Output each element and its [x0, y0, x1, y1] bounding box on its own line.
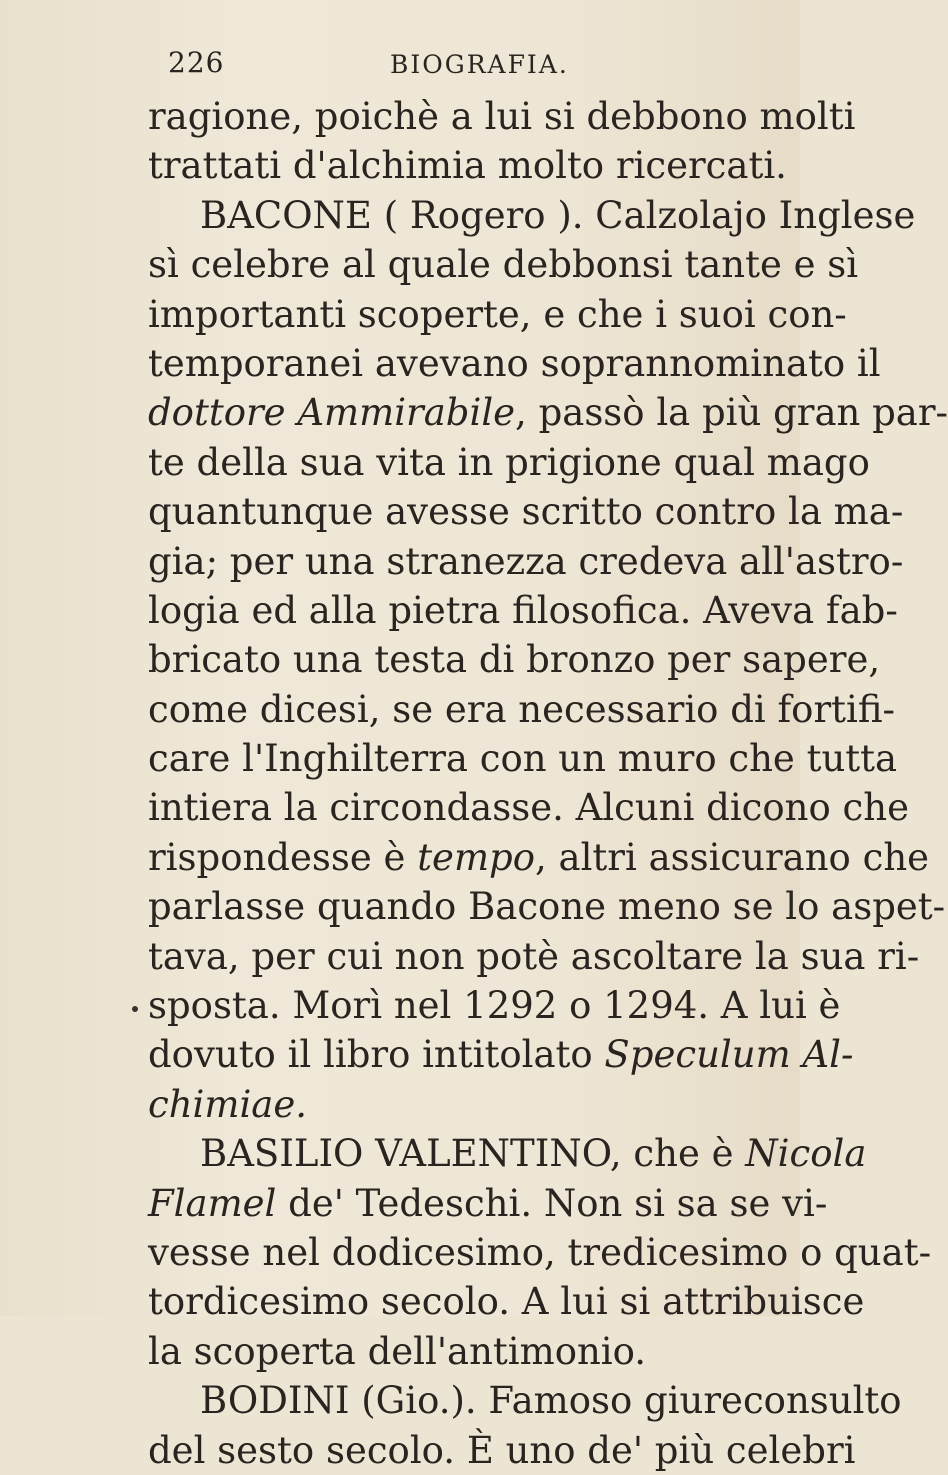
- text-line: [148, 1030, 854, 1079]
- text-line: care l'Inghilterra con un muro che tutta: [148, 737, 898, 781]
- text-body: [148, 92, 948, 1475]
- text-run: de' Tedeschi. Non si sa se vi-: [288, 1181, 828, 1225]
- text-line: [148, 388, 948, 437]
- text-line: la scoperta dell'antimonio.: [148, 1329, 647, 1373]
- text-line: te della sua vita in prigione qual mago: [148, 440, 870, 484]
- text-line: logia ed alla pietra filosofica. Aveva fab-: [148, 588, 898, 632]
- italic-text: Flamel: [148, 1181, 277, 1225]
- text-line: vesse nel dodicesimo, tredicesimo o quat-: [148, 1230, 932, 1274]
- text-line: parlasse quando Bacone meno se lo aspet-: [148, 885, 946, 929]
- entry-bacone: BACONE ( Rogero ). Calzolajo Inglese: [200, 193, 916, 237]
- text-run: , passò la più gran par-: [515, 391, 948, 435]
- entry-bodini: BODINI (Gio.). Famoso giureconsulto: [200, 1379, 902, 1423]
- text-line: del sesto secolo. È uno de' più celebri: [148, 1428, 856, 1472]
- text-run: , altri assicurano che: [535, 835, 930, 879]
- entry-basilio: [148, 1129, 867, 1178]
- page-header: [168, 46, 728, 86]
- text-line: trattati d'alchimia molto ricercati.: [148, 144, 787, 188]
- italic-text: Speculum Al-: [604, 1033, 854, 1077]
- text-line: [148, 833, 930, 882]
- italic-text: tempo: [417, 835, 535, 879]
- italic-text: Nicola: [745, 1132, 867, 1176]
- text-line: intiera la circondasse. Alcuni dicono che: [148, 786, 909, 830]
- text-line: [148, 1179, 828, 1228]
- italic-text: dottore: [148, 391, 286, 435]
- text-line: come dicesi, se era necessario di fortifi-: [148, 687, 896, 731]
- text-line: gia; per una stranezza credeva all'astro-: [148, 539, 904, 583]
- italic-text: chimiae.: [148, 1082, 308, 1126]
- text-run: dovuto il libro intitolato: [148, 1033, 593, 1077]
- text-line: tordicesimo secolo. A lui si attribuisce: [148, 1280, 865, 1324]
- text-line: bricato una testa di bronzo per sapere,: [148, 638, 881, 682]
- text-line: quantunque avesse scritto contro la ma-: [148, 490, 904, 534]
- text-line: tava, per cui non potè ascoltare la sua ri-: [148, 934, 920, 978]
- text-line: temporanei avevano soprannominato il: [148, 341, 881, 385]
- text-line: sì celebre al quale debbonsi tante e sì: [148, 243, 859, 287]
- margin-dot: [132, 1006, 138, 1012]
- page-number: 226: [168, 46, 225, 79]
- text-line: ragione, poichè a lui si debbono molti: [148, 95, 856, 138]
- italic-text: Ammirabile: [297, 391, 516, 435]
- text-run: rispondesse è: [148, 835, 406, 879]
- text-line: [148, 1080, 772, 1129]
- text-line: importanti scoperte, e che i suoi con-: [148, 292, 847, 336]
- running-title: BIOGRAFIA.: [390, 50, 569, 79]
- text-line: sposta. Morì nel 1292 o 1294. A lui è: [148, 984, 841, 1028]
- text-run: BASILIO VALENTINO, che è: [200, 1132, 734, 1176]
